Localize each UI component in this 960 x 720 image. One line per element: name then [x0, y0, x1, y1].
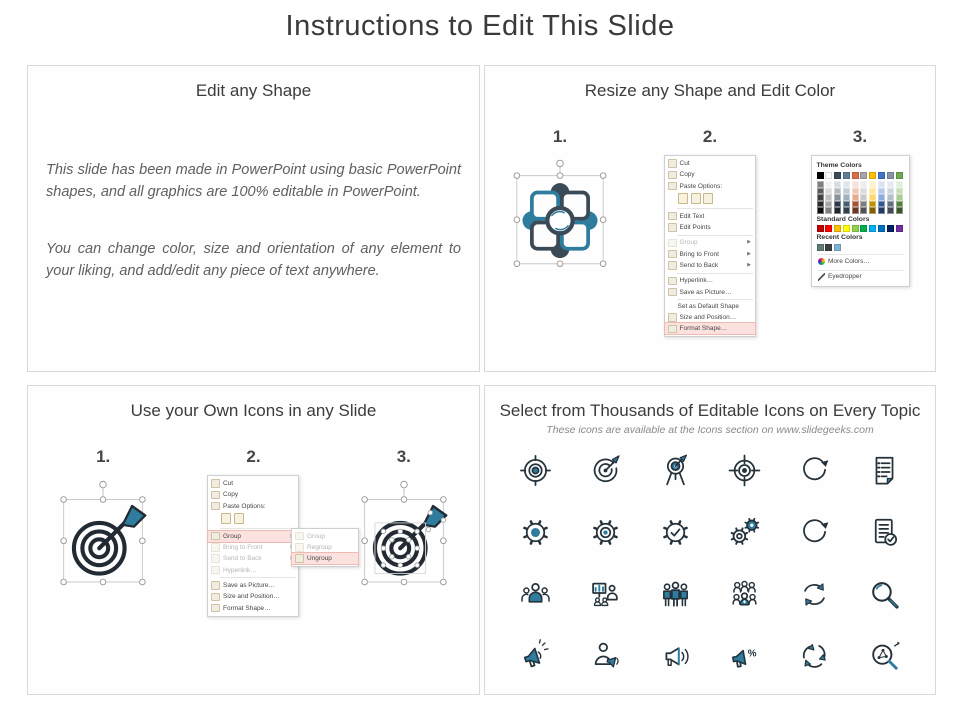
- menu-item-group[interactable]: Group: [292, 531, 358, 542]
- submenu-arrow-icon: ▶: [747, 239, 751, 246]
- crosshair-target-icon[interactable]: [727, 452, 763, 488]
- panel-use-own-icons: [27, 385, 480, 695]
- group-icon: [295, 532, 304, 541]
- step-number: 2.: [246, 447, 261, 466]
- menu-item-paste-options[interactable]: Paste Options:: [208, 501, 298, 512]
- menu-item-copy[interactable]: Copy: [208, 489, 298, 500]
- theme-color-swatch[interactable]: [817, 172, 824, 179]
- standard-color-swatch[interactable]: [860, 225, 867, 232]
- standard-color-swatch[interactable]: [843, 225, 850, 232]
- copy-icon: [668, 171, 677, 180]
- bring-to-front-icon: [668, 250, 677, 259]
- menu-separator: [220, 528, 296, 529]
- clipboard-icon: [668, 182, 677, 191]
- theme-color-swatch[interactable]: [878, 172, 885, 179]
- group-icon: [668, 239, 677, 248]
- paste-option-icon[interactable]: [221, 513, 231, 525]
- menu-separator: [677, 235, 753, 236]
- audience-group-icon[interactable]: [727, 576, 763, 612]
- standard-color-swatch[interactable]: [834, 225, 841, 232]
- save-picture-icon: [668, 288, 677, 297]
- standard-color-swatch[interactable]: [817, 225, 824, 232]
- menu-item-copy[interactable]: Copy: [665, 169, 755, 180]
- theme-color-swatch[interactable]: [869, 172, 876, 179]
- theme-color-swatch[interactable]: [887, 172, 894, 179]
- step-number: 3.: [396, 447, 411, 466]
- theme-color-variant-swatch[interactable]: [852, 207, 859, 214]
- theme-color-variant-swatch[interactable]: [869, 207, 876, 214]
- standard-color-swatch[interactable]: [878, 225, 885, 232]
- menu-item-save-as-picture[interactable]: Save as Picture…: [208, 580, 298, 591]
- theme-color-variant-swatch[interactable]: [817, 207, 824, 214]
- theme-color-variant-swatch[interactable]: [878, 207, 885, 214]
- icon-library-subtitle: These icons are available at the Icons section on www.slidegeeks.com: [546, 424, 874, 436]
- panel-edit-any-shape: [27, 65, 480, 372]
- send-to-back-icon: [668, 261, 677, 270]
- hyperlink-icon: [668, 277, 677, 286]
- menu-item-regroup[interactable]: Regroup: [292, 542, 358, 553]
- resize-step-1: [485, 127, 635, 337]
- standard-color-swatch[interactable]: [887, 225, 894, 232]
- panel-resize-shape-edit-color: [484, 65, 936, 372]
- menu-item-edit-text[interactable]: Edit Text: [665, 211, 755, 222]
- copy-icon: [211, 491, 220, 500]
- standard-color-swatch[interactable]: [825, 225, 832, 232]
- menu-item-format-shape[interactable]: Format Shape…: [208, 602, 298, 613]
- paste-options-row: [665, 192, 755, 207]
- theme-color-variant-swatch[interactable]: [896, 207, 903, 214]
- megaphone-percent-icon[interactable]: [727, 638, 763, 674]
- clipboard-icon: [211, 502, 220, 511]
- menu-item-format-shape[interactable]: Format Shape…: [665, 323, 755, 334]
- menu-item-size-and-position[interactable]: Size and Position…: [665, 312, 755, 323]
- slide-title: Instructions to Edit This Slide: [285, 10, 675, 42]
- standard-color-swatch[interactable]: [896, 225, 903, 232]
- menu-item-ungroup[interactable]: Ungroup: [292, 553, 358, 564]
- menu-separator: [677, 273, 753, 274]
- magnifier-icon[interactable]: [866, 576, 902, 612]
- step-number: 2.: [702, 127, 718, 146]
- paste-options-row: [208, 512, 298, 527]
- more-colors-item[interactable]: More Colors…: [817, 254, 904, 266]
- regroup-icon: [295, 543, 304, 552]
- gear-dot-center-icon[interactable]: [587, 514, 623, 550]
- scissors-icon: [668, 159, 677, 168]
- resize-step-2: [635, 127, 785, 337]
- standard-color-swatch[interactable]: [869, 225, 876, 232]
- dartboard-stand-icon[interactable]: [657, 452, 693, 488]
- gear-check-icon[interactable]: [657, 514, 693, 550]
- theme-color-swatch[interactable]: [896, 172, 903, 179]
- ungrouped-target-icon-figure: [344, 475, 464, 604]
- menu-item-hyperlink[interactable]: Hyperlink…: [208, 564, 298, 575]
- icon-library-grid: [501, 452, 919, 674]
- double-gears-icon[interactable]: [727, 514, 763, 550]
- person-megaphone-icon[interactable]: [587, 638, 623, 674]
- panel-title: Edit any Shape: [195, 81, 312, 100]
- menu-item-send-to-back[interactable]: Send to Back: [208, 553, 298, 564]
- icons-step-2: [178, 447, 332, 617]
- theme-color-variant-swatch[interactable]: [825, 207, 832, 214]
- color-wheel-icon: [818, 258, 826, 266]
- group-context-menu: [207, 475, 332, 617]
- panel-title: Select from Thousands of Editable Icons on Every Topic: [499, 401, 921, 420]
- theme-color-swatch[interactable]: [843, 172, 850, 179]
- rotate-arrow-icon[interactable]: [796, 514, 832, 550]
- menu-separator: [677, 208, 753, 209]
- menu-item-bring-to-front[interactable]: Bring to Front: [208, 542, 298, 553]
- theme-color-swatch[interactable]: [860, 172, 867, 179]
- group-submenu: [291, 528, 359, 568]
- menu-item-paste-options[interactable]: Paste Options:: [665, 181, 755, 192]
- gear-filled-center-icon[interactable]: [518, 514, 554, 550]
- paste-option-icon[interactable]: [234, 513, 244, 525]
- megaphone-icon[interactable]: [518, 638, 554, 674]
- save-picture-icon: [211, 581, 220, 590]
- edit-shape-paragraph-2: You can change color, size and orientation of any element to your liking, and add/edit any piece of text anywhere.: [46, 240, 461, 280]
- group-icon: [211, 532, 220, 541]
- bring-to-front-icon: [211, 543, 220, 552]
- menu-item-bring-to-front[interactable]: Bring to Front ▶: [665, 249, 755, 260]
- menu-item-edit-points[interactable]: Edit Points: [665, 222, 755, 233]
- rotate-arrow-icon[interactable]: [796, 452, 832, 488]
- ungroup-icon: [295, 554, 304, 563]
- theme-color-swatch[interactable]: [825, 172, 832, 179]
- menu-item-cut[interactable]: Cut: [208, 478, 298, 489]
- standard-color-swatch[interactable]: [852, 225, 859, 232]
- theme-color-variant-swatch[interactable]: [860, 207, 867, 214]
- edit-points-icon: [668, 223, 677, 232]
- megaphone-waves-icon[interactable]: [657, 638, 693, 674]
- shape-context-menu: [664, 155, 756, 337]
- checklist-check-icon[interactable]: [866, 514, 902, 550]
- edit-text-icon: [668, 212, 677, 221]
- submenu-arrow-icon: ▶: [747, 250, 751, 257]
- svg-text:%: %: [748, 648, 757, 659]
- format-shape-icon: [211, 604, 220, 613]
- step-number: 3.: [852, 127, 868, 146]
- selected-shape-figure: [498, 155, 622, 280]
- hyperlink-icon: [211, 566, 220, 575]
- cycle-three-arrows-icon[interactable]: [796, 638, 832, 674]
- recent-colors-label: Recent Colors: [816, 234, 863, 241]
- scissors-icon: [211, 479, 220, 488]
- paste-option-icon[interactable]: [703, 193, 713, 205]
- standard-colors-label: Standard Colors: [816, 215, 870, 223]
- menu-item-send-to-back[interactable]: Send to Back ▶: [665, 260, 755, 271]
- presentation-meeting-icon[interactable]: [587, 576, 623, 612]
- target-blue-center-icon[interactable]: [518, 452, 554, 488]
- step-number: 1.: [552, 127, 568, 146]
- menu-item-set-as-default-shape[interactable]: Set as Default Shape: [677, 303, 739, 311]
- eyedropper-icon: [818, 273, 826, 281]
- menu-item-group[interactable]: Group ▶: [665, 237, 755, 248]
- theme-color-variant-swatch[interactable]: [834, 207, 841, 214]
- format-shape-icon: [668, 325, 677, 334]
- theme-color-swatch[interactable]: [834, 172, 841, 179]
- send-to-back-icon: [211, 554, 220, 563]
- eyedropper-item[interactable]: Eyedropper: [817, 270, 904, 282]
- menu-item-hyperlink[interactable]: Hyperlink…: [665, 275, 755, 286]
- icons-step-1: [28, 447, 178, 617]
- theme-colors-panel: [811, 155, 910, 287]
- paste-option-icon[interactable]: [678, 193, 688, 205]
- edit-shape-paragraph-1: This slide has been made in PowerPoint using basic PowerPoint shapes, and all graphics are 100% editable in PowerPoint.: [46, 162, 461, 201]
- step-number: 1.: [96, 447, 111, 466]
- checklist-document-icon[interactable]: [866, 452, 902, 488]
- panel-icon-library: [484, 385, 936, 695]
- recent-color-swatch[interactable]: [825, 244, 832, 251]
- menu-separator: [220, 577, 296, 578]
- sync-two-arrows-icon[interactable]: [796, 576, 832, 612]
- dartboard-dart-icon[interactable]: [587, 452, 623, 488]
- size-position-icon: [668, 313, 677, 322]
- panel-title: Use your Own Icons in any Slide: [130, 401, 377, 420]
- theme-color-swatch[interactable]: [852, 172, 859, 179]
- theme-color-variant-swatch[interactable]: [843, 207, 850, 214]
- selected-target-icon-figure: [43, 475, 163, 604]
- panel-title: Resize any Shape and Edit Color: [584, 81, 836, 100]
- menu-item-save-as-picture[interactable]: Save as Picture…: [665, 287, 755, 298]
- menu-separator: [677, 299, 753, 300]
- menu-item-group[interactable]: Group Group Regroup Ungroup: [208, 531, 298, 542]
- recent-color-swatch[interactable]: [834, 244, 841, 251]
- menu-item-size-and-position[interactable]: Size and Position…: [208, 591, 298, 602]
- group-standing-icon[interactable]: [657, 576, 693, 612]
- magnifier-network-icon[interactable]: [866, 638, 902, 674]
- submenu-arrow-icon: ▶: [747, 261, 751, 268]
- menu-item-cut[interactable]: Cut: [665, 158, 755, 169]
- team-three-icon[interactable]: [518, 576, 554, 612]
- resize-step-3: [785, 127, 935, 337]
- theme-color-variant-swatch[interactable]: [887, 207, 894, 214]
- theme-colors-label: Theme Colors: [816, 162, 862, 169]
- size-position-icon: [211, 593, 220, 602]
- paste-option-icon[interactable]: [691, 193, 701, 205]
- recent-color-swatch[interactable]: [817, 244, 824, 251]
